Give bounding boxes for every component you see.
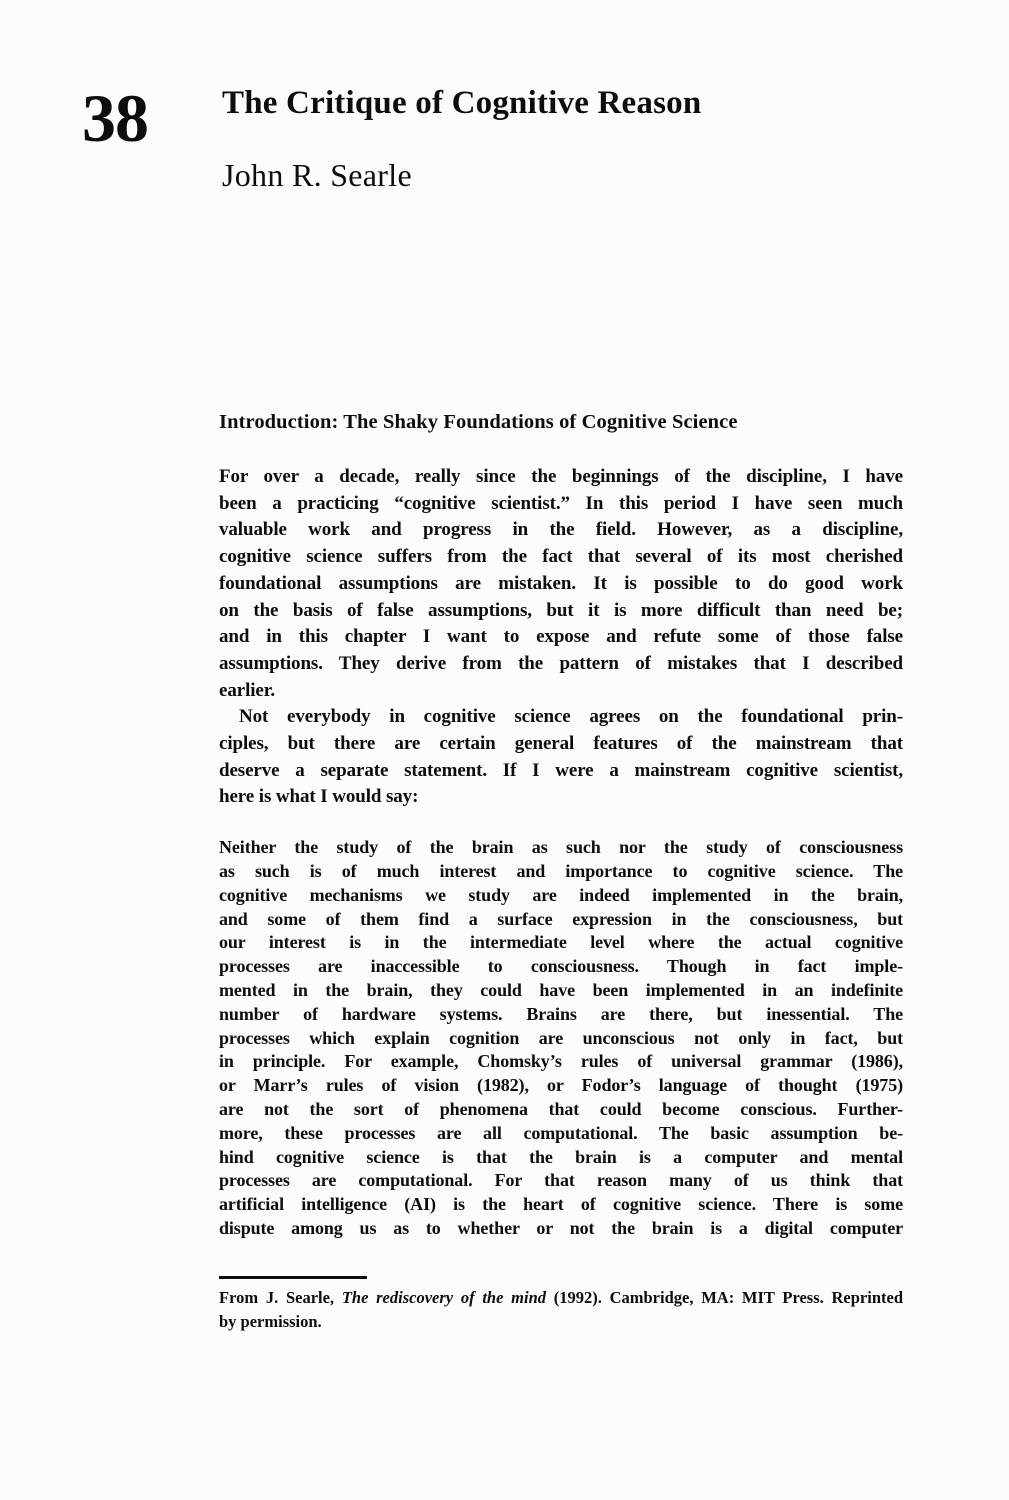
body-line: in principle. For example, Chomsky’s rules of universal grammar (1986), [219, 1051, 903, 1072]
body-line: or Marr’s rules of vision (1982), or Fodor’s language of thought (1975) [219, 1075, 903, 1096]
body-line: mented in the brain, they could have been implemented in an indefinite [219, 979, 903, 1000]
body-line: artificial intelligence (AI) is the heart of cognitive science. There is some [219, 1194, 903, 1215]
footnote-rule [219, 1276, 367, 1279]
footnote-text-segment: by permission. [219, 1312, 322, 1331]
body-line: as such is of much interest and importance to cognitive science. The [219, 860, 903, 881]
body-line: valuable work and progress in the field. However, as a discipline, [219, 519, 903, 541]
body-line: been a practicing “cognitive scientist.” In this period I have seen much [219, 492, 903, 514]
paragraph-mainstream [219, 704, 903, 811]
footnote [219, 1276, 903, 1334]
footnote-text-segment: From J. Searle, [219, 1288, 342, 1307]
body-line: cognitive mechanisms we study are indeed implemented in the brain, [219, 884, 903, 905]
body-line: For over a decade, really since the beginnings of the discipline, I have [219, 466, 903, 487]
paragraph-intro [219, 464, 903, 704]
body-column [219, 464, 903, 1241]
body-line: number of hardware systems. Brains are there, but inessential. The [219, 1003, 903, 1024]
section-heading: Introduction: The Shaky Foundations of Cognitive Science [219, 411, 738, 433]
body-line: on the basis of false assumptions, but it is more difficult than need be; [219, 599, 903, 621]
body-line: more, these processes are all computational. The basic assumption be- [219, 1122, 903, 1143]
footnote-line [219, 1310, 903, 1334]
author-name: John R. Searle [222, 157, 412, 193]
body-line: assumptions. They derive from the pattern of mistakes that I described [219, 652, 903, 674]
footnote-work-title: The rediscovery of the mind [341, 1288, 546, 1307]
body-line: earlier. [219, 679, 275, 701]
footnote-text-segment: (1992). Cambridge, MA: MIT Press. Reprinted [546, 1288, 904, 1307]
chapter-title: The Critique of Cognitive Reason [222, 85, 702, 121]
body-line: deserve a separate statement. If I were a mainstream cognitive scientist, [219, 759, 903, 781]
body-line: our interest is in the intermediate level where the actual cognitive [219, 932, 903, 953]
body-line: cognitive science suffers from the fact that several of its most cherished [219, 546, 903, 568]
body-line: dispute among us as to whether or not the brain is a digital computer [219, 1217, 903, 1238]
footnote-line [219, 1286, 903, 1310]
body-line: processes are computational. For that reason many of us think that [219, 1170, 903, 1191]
body-line: Neither the study of the brain as such nor the study of consciousness [219, 837, 903, 858]
body-line: Not everybody in cognitive science agrees on the foundational prin- [239, 706, 903, 728]
body-line: ciples, but there are certain general features of the mainstream that [219, 733, 903, 755]
body-line: processes which explain cognition are unconscious not only in fact, but [219, 1027, 903, 1048]
body-line: foundational assumptions are mistaken. It is possible to do good work [219, 572, 903, 594]
body-line: here is what I would say: [219, 786, 419, 808]
body-line: and in this chapter I want to expose and refute some of those false [219, 626, 903, 648]
body-line: are not the sort of phenomena that could become conscious. Further- [219, 1098, 903, 1119]
footnote-text [219, 1286, 903, 1334]
body-line: and some of them find a surface expression in the consciousness, but [219, 908, 903, 929]
body-line: hind cognitive science is that the brain is a computer and mental [219, 1146, 903, 1167]
paragraph-extract [219, 836, 903, 1241]
body-line: processes are inaccessible to consciousness. Though in fact imple- [219, 956, 903, 977]
chapter-number: 38 [82, 80, 148, 156]
